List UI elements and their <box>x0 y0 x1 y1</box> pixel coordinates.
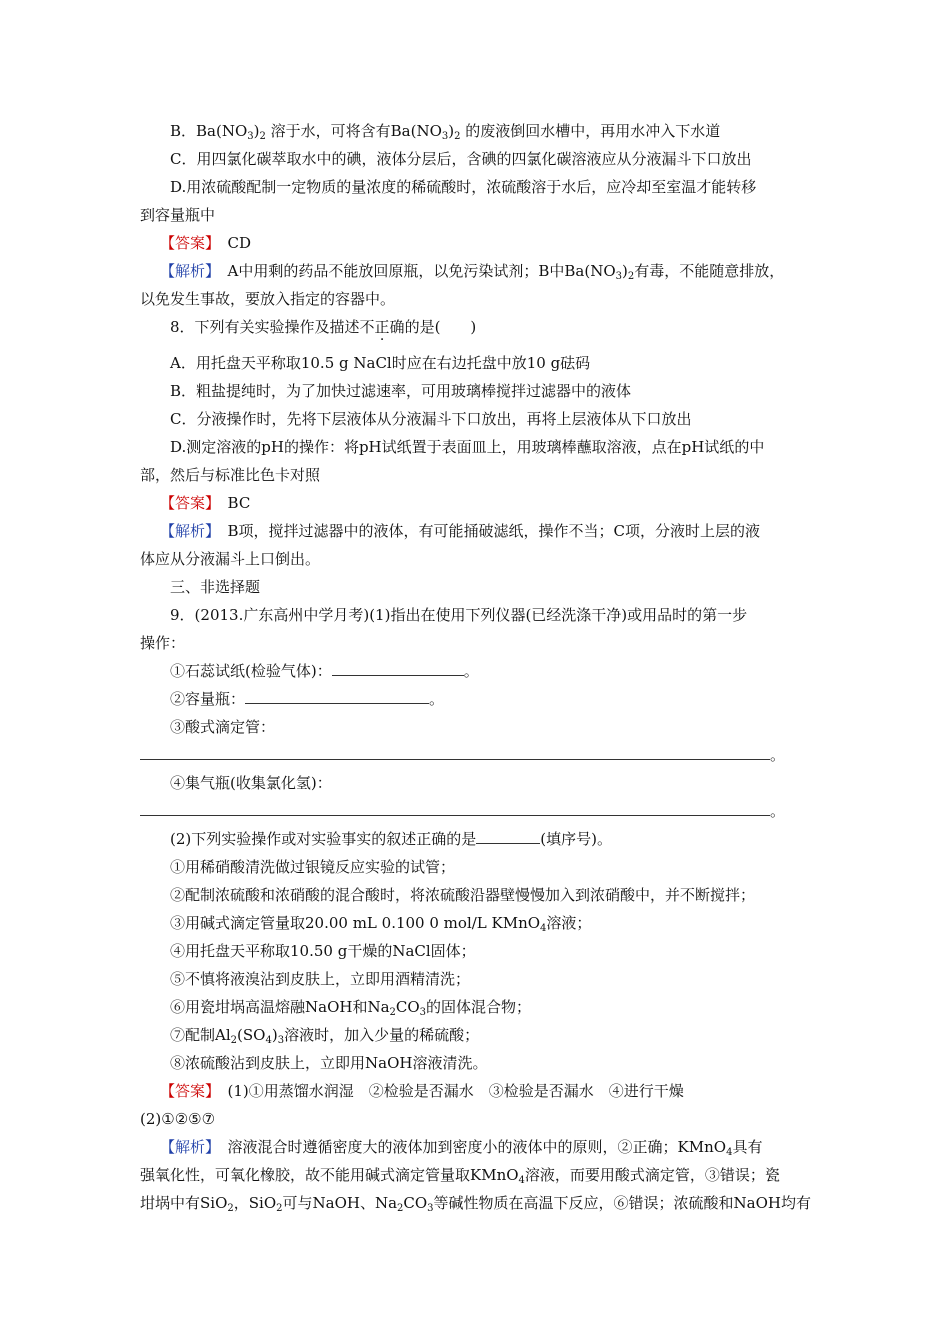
section-heading: 三、非选择题 <box>170 578 261 596</box>
q8-option-d-line1: D.测定溶液的pH的操作：将pH试纸置于表面皿上，用玻璃棒蘸取溶液，点在pH试纸的中 <box>170 438 765 456</box>
q9-explanation-line1: 【解析】 溶液混合时遵循密度大的液体加到密度小的液体中的原则，②正确；KMnO$_4$具有 <box>160 1138 763 1158</box>
q7-answer: 【答案】 CD <box>160 234 252 252</box>
explanation-tag: 【解析】 <box>160 1138 213 1156</box>
answer-blank[interactable] <box>245 689 429 704</box>
q9-item-4-blank-line: 。 <box>140 801 785 821</box>
q9-item-2: ②容量瓶： 。 <box>170 690 445 708</box>
explanation-tag: 【解析】 <box>160 262 213 280</box>
q9-option-5: ⑤不慎将液溴沾到皮肤上，立即用酒精清洗； <box>170 970 471 988</box>
q9-item-1: ①石蕊试纸(检验气体)： 。 <box>170 662 479 680</box>
q8-option-c: C．分液操作时，先将下层液体从分液漏斗下口放出，再将上层液体从下口放出 <box>170 410 692 428</box>
q7-option-c: C．用四氯化碳萃取水中的碘，液体分层后，含碘的四氯化碳溶液应从分液漏斗下口放出 <box>170 150 752 168</box>
answer-blank[interactable] <box>332 661 464 676</box>
q8-explanation-line2: 体应从分液漏斗上口倒出。 <box>140 550 321 568</box>
q9-answer-line2: (2)①②⑤⑦ <box>140 1110 216 1128</box>
emphasis-dotted-text: 不正确 <box>359 318 405 336</box>
q9-option-8: ⑧浓硫酸沾到皮肤上，立即用NaOH溶液清洗。 <box>170 1054 488 1072</box>
q9-option-2: ②配制浓硫酸和浓硝酸的混合酸时，将浓硫酸沿器壁慢慢加入到浓硝酸中，并不断搅拌； <box>170 886 756 904</box>
q7-explanation-line2: 以免发生事故，要放入指定的容器中。 <box>140 290 396 308</box>
q9-option-7: ⑦配制$Al_2(SO_4)_3$溶液时，加入少量的稀硫酸； <box>170 1026 480 1046</box>
q9-item-4: ④集气瓶(收集氯化氢)： <box>170 774 332 792</box>
q9-stem-line1: 9．(2013.广东高州中学月考)(1)指出在使用下列仪器(已经洗涤干净)或用品时的第一步 <box>170 606 748 624</box>
q9-option-1: ①用稀硝酸清洗做过银镜反应实验的试管； <box>170 858 456 876</box>
q9-explanation-line3: 坩埚中有SiO$_2$，SiO$_2$可与NaOH、$Na_2CO_3$等碱性物质在高温下反应，⑥错误；浓硫酸和NaOH均有 <box>140 1194 811 1214</box>
q9-stem-line2: 操作： <box>140 634 186 652</box>
answer-tag: 【答案】 <box>160 494 213 512</box>
q7-option-d-line2: 到容量瓶中 <box>140 206 216 224</box>
explanation-tag: 【解析】 <box>160 522 213 540</box>
q9-item-3: ③酸式滴定管： <box>170 718 276 736</box>
q9-answer-line1: 【答案】 (1)①用蒸馏水润湿 ②检验是否漏水 ③检验是否漏水 ④进行干燥 <box>160 1082 684 1100</box>
q8-stem: 8．下列有关实验操作及描述不正确的是( ) <box>170 318 477 336</box>
answer-blank[interactable] <box>140 745 770 760</box>
q7-option-b: B．$Ba(NO_3)_2$ 溶于水，可将含有$Ba(NO_3)_2$ 的废液倒回水槽中，再用水冲入下水道 <box>170 122 721 142</box>
q9-option-3: ③用碱式滴定管量取20.00 mL 0.100 0 mol/L KMnO$_4$溶液； <box>170 914 592 934</box>
q8-option-d-line2: 部，然后与标准比色卡对照 <box>140 466 321 484</box>
answer-tag: 【答案】 <box>160 234 213 252</box>
answer-blank[interactable] <box>476 829 540 844</box>
q9-option-4: ④用托盘天平称取10.50 g干燥的NaCl固体； <box>170 942 476 960</box>
answer-blank[interactable] <box>140 801 770 816</box>
q8-option-b: B．粗盐提纯时，为了加快过滤速率，可用玻璃棒搅拌过滤器中的液体 <box>170 382 632 400</box>
answer-tag: 【答案】 <box>160 1082 213 1100</box>
q9-part2-stem: (2)下列实验操作或对实验事实的叙述正确的是 (填序号)。 <box>170 830 612 848</box>
q9-option-6: ⑥用瓷坩埚高温熔融NaOH和$Na_2CO_3$的固体混合物； <box>170 998 532 1018</box>
q8-answer: 【答案】 BC <box>160 494 251 512</box>
q8-option-a: A．用托盘天平称取10.5 g NaCl时应在右边托盘中放10 g砝码 <box>170 354 591 372</box>
q7-option-d-line1: D.用浓硫酸配制一定物质的量浓度的稀硫酸时，浓硫酸溶于水后，应冷却至室温才能转移 <box>170 178 757 196</box>
q7-explanation-line1: 【解析】 A中用剩的药品不能放回原瓶，以免污染试剂；B中$Ba(NO_3)_2$有毒，不能随意排放， <box>160 262 785 282</box>
q8-explanation-line1: 【解析】 B项，搅拌过滤器中的液体，有可能捅破滤纸，操作不当；C项，分液时上层的液 <box>160 522 761 540</box>
q9-explanation-line2: 强氧化性，可氧化橡胶，故不能用碱式滴定管量取KMnO$_4$溶液，而要用酸式滴定管，③错误；瓷 <box>140 1166 780 1186</box>
q9-item-3-blank-line: 。 <box>140 745 785 765</box>
